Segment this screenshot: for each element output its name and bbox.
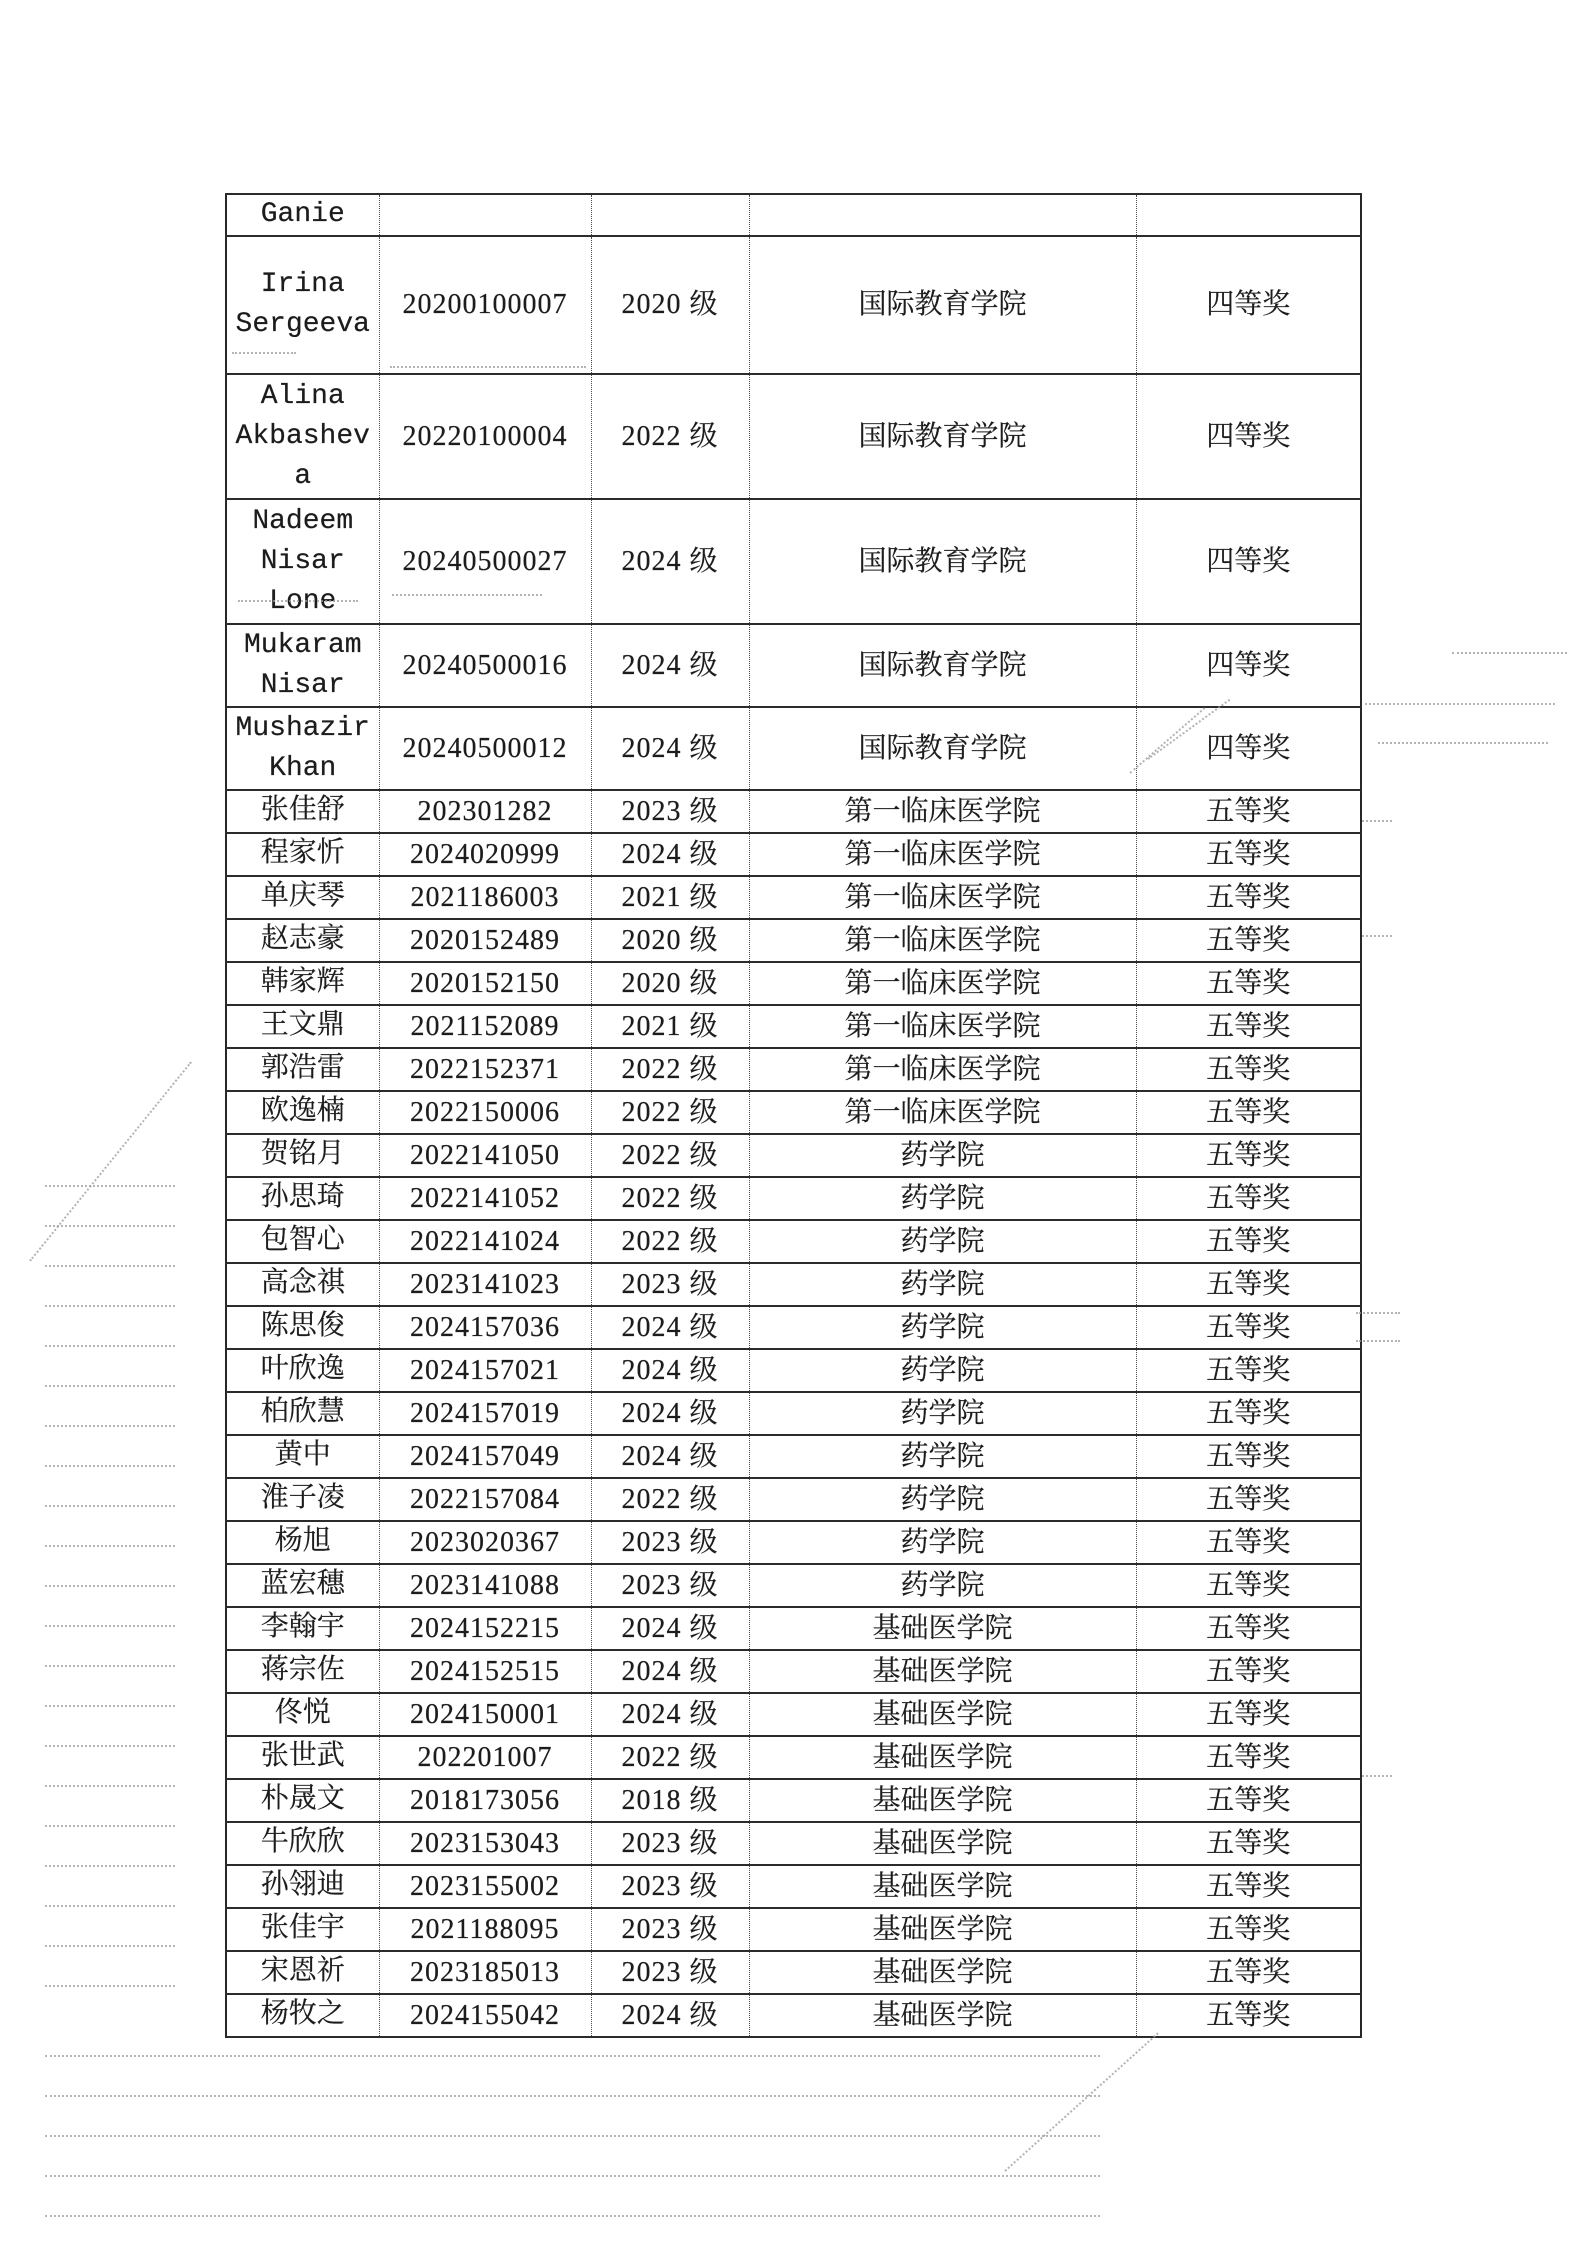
table-cell-award: 五等奖: [1136, 919, 1361, 962]
table-cell-award: 五等奖: [1136, 1220, 1361, 1263]
table-cell-college: 药学院: [749, 1134, 1136, 1177]
table-cell-grade: 2022 级: [591, 1220, 749, 1263]
table-row: [226, 1693, 1361, 1736]
scan-artifact: [45, 1985, 175, 1987]
table-cell-grade: 2023 级: [591, 790, 749, 833]
table-cell-grade: 2021 级: [591, 1005, 749, 1048]
table-cell-name: 牛欣欣: [226, 1822, 379, 1865]
table-row: [226, 1005, 1361, 1048]
table-cell-college: 药学院: [749, 1564, 1136, 1607]
award-table-body: [226, 194, 1361, 2037]
table-cell-grade: 2024 级: [591, 1349, 749, 1392]
table-row: [226, 833, 1361, 876]
scan-artifact: [1378, 742, 1548, 744]
table-cell-name: 李翰宇: [226, 1607, 379, 1650]
scan-artifact: [1452, 652, 1567, 654]
table-cell-student-id: 2024157021: [379, 1349, 591, 1392]
table-cell-college: 基础医学院: [749, 1908, 1136, 1951]
scan-artifact: [1356, 1312, 1400, 1314]
table-cell-grade: 2024 级: [591, 1650, 749, 1693]
table-cell-grade: 2022 级: [591, 1048, 749, 1091]
table-cell-grade: [591, 194, 749, 236]
table-cell-name: 韩家辉: [226, 962, 379, 1005]
table-cell-name: 孙翎迪: [226, 1865, 379, 1908]
table-cell-grade: 2023 级: [591, 1908, 749, 1951]
table-cell-award: 五等奖: [1136, 1048, 1361, 1091]
table-cell-name: 杨旭: [226, 1521, 379, 1564]
table-cell-award: 五等奖: [1136, 1349, 1361, 1392]
table-cell-college: 基础医学院: [749, 1693, 1136, 1736]
table-cell-award: 四等奖: [1136, 707, 1361, 790]
table-cell-student-id: 2023153043: [379, 1822, 591, 1865]
table-cell-college: 第一临床医学院: [749, 833, 1136, 876]
table-cell-college: 药学院: [749, 1220, 1136, 1263]
table-cell-award: 五等奖: [1136, 1091, 1361, 1134]
table-cell-college: 基础医学院: [749, 1951, 1136, 1994]
scan-artifact: [45, 1425, 175, 1427]
table-row: [226, 1048, 1361, 1091]
table-cell-college: 基础医学院: [749, 1650, 1136, 1693]
table-cell-college: 国际教育学院: [749, 624, 1136, 707]
table-cell-college: 第一临床医学院: [749, 962, 1136, 1005]
table-cell-student-id: 2018173056: [379, 1779, 591, 1822]
table-cell-grade: 2023 级: [591, 1865, 749, 1908]
table-cell-name: 柏欣慧: [226, 1392, 379, 1435]
table-cell-student-id: 2020152489: [379, 919, 591, 962]
table-row: [226, 1607, 1361, 1650]
table-cell-student-id: 2022150006: [379, 1091, 591, 1134]
table-cell-grade: 2024 级: [591, 624, 749, 707]
table-cell-award: 五等奖: [1136, 1177, 1361, 1220]
table-row: [226, 1779, 1361, 1822]
table-row: [226, 1736, 1361, 1779]
table-cell-student-id: 20200100007: [379, 236, 591, 374]
scan-artifact: [45, 1745, 175, 1747]
table-cell-award: 五等奖: [1136, 1951, 1361, 1994]
scan-artifact: [45, 1825, 175, 1827]
table-cell-college: 第一临床医学院: [749, 876, 1136, 919]
scan-artifact: [238, 600, 358, 602]
table-cell-award: 五等奖: [1136, 790, 1361, 833]
scan-artifact: [1362, 820, 1392, 822]
table-cell-grade: 2024 级: [591, 833, 749, 876]
table-cell-college: 基础医学院: [749, 1736, 1136, 1779]
table-cell-grade: 2022 级: [591, 1134, 749, 1177]
table-cell-name: 单庆琴: [226, 876, 379, 919]
table-cell-name: 贺铭月: [226, 1134, 379, 1177]
table-cell-name: 王文鼎: [226, 1005, 379, 1048]
scan-artifact: [45, 1545, 175, 1547]
table-row: [226, 499, 1361, 624]
table-row: [226, 1220, 1361, 1263]
table-cell-student-id: 2022141050: [379, 1134, 591, 1177]
table-cell-grade: 2023 级: [591, 1521, 749, 1564]
table-cell-grade: 2023 级: [591, 1822, 749, 1865]
table-cell-student-id: 2020152150: [379, 962, 591, 1005]
table-cell-student-id: 2024157019: [379, 1392, 591, 1435]
award-table: [225, 193, 1362, 2038]
scan-artifact: [392, 594, 542, 596]
table-row: [226, 1349, 1361, 1392]
table-cell-college: 药学院: [749, 1478, 1136, 1521]
scan-artifact: [45, 2095, 1100, 2097]
table-cell-award: 五等奖: [1136, 1693, 1361, 1736]
table-cell-grade: 2020 级: [591, 919, 749, 962]
scan-artifact: [45, 1465, 175, 1467]
table-row: [226, 236, 1361, 374]
table-cell-college: 第一临床医学院: [749, 1091, 1136, 1134]
table-cell-name: 张佳舒: [226, 790, 379, 833]
scan-artifact: [45, 1185, 175, 1187]
table-row: [226, 790, 1361, 833]
table-cell-name: 叶欣逸: [226, 1349, 379, 1392]
scan-artifact: [45, 1945, 175, 1947]
table-cell-college: 国际教育学院: [749, 236, 1136, 374]
table-cell-grade: 2024 级: [591, 1693, 749, 1736]
table-cell-college: 基础医学院: [749, 1607, 1136, 1650]
table-cell-college: 药学院: [749, 1521, 1136, 1564]
table-cell-grade: 2024 级: [591, 1435, 749, 1478]
scan-artifact: [45, 1345, 175, 1347]
table-row: [226, 194, 1361, 236]
table-row: [226, 1951, 1361, 1994]
table-cell-student-id: 2024155042: [379, 1994, 591, 2037]
table-row: [226, 876, 1361, 919]
table-cell-student-id: 2023141023: [379, 1263, 591, 1306]
table-row: [226, 1091, 1361, 1134]
table-row: [226, 1435, 1361, 1478]
table-cell-award: 四等奖: [1136, 499, 1361, 624]
table-cell-name: 佟悦: [226, 1693, 379, 1736]
table-row: [226, 1306, 1361, 1349]
table-cell-name: 黄中: [226, 1435, 379, 1478]
scan-artifact: [45, 1785, 175, 1787]
scan-artifact: [232, 352, 296, 354]
table-cell-grade: 2022 级: [591, 1478, 749, 1521]
table-row: [226, 1177, 1361, 1220]
table-cell-student-id: 2024157049: [379, 1435, 591, 1478]
table-cell-award: 五等奖: [1136, 1521, 1361, 1564]
table-cell-name: 蓝宏穗: [226, 1564, 379, 1607]
table-cell-grade: 2021 级: [591, 876, 749, 919]
table-cell-award: 五等奖: [1136, 876, 1361, 919]
table-cell-college: 基础医学院: [749, 1822, 1136, 1865]
table-row: [226, 962, 1361, 1005]
scan-artifact: [45, 1505, 175, 1507]
table-row: [226, 1908, 1361, 1951]
table-cell-college: 基础医学院: [749, 1779, 1136, 1822]
table-cell-name: 张世武: [226, 1736, 379, 1779]
scan-artifact: [1365, 703, 1555, 705]
table-cell-college: 药学院: [749, 1177, 1136, 1220]
scan-artifact: [45, 1625, 175, 1627]
table-cell-grade: 2022 级: [591, 1736, 749, 1779]
table-cell-student-id: 2021188095: [379, 1908, 591, 1951]
scan-artifact: [45, 2135, 1100, 2137]
table-row: [226, 1392, 1361, 1435]
table-cell-award: 五等奖: [1136, 1392, 1361, 1435]
table-cell-award: 五等奖: [1136, 1478, 1361, 1521]
table-cell-grade: 2020 级: [591, 236, 749, 374]
table-cell-name: 淮子凌: [226, 1478, 379, 1521]
table-cell-student-id: 20240500012: [379, 707, 591, 790]
table-cell-student-id: 2024152515: [379, 1650, 591, 1693]
table-cell-name: 朴晟文: [226, 1779, 379, 1822]
table-cell-grade: 2020 级: [591, 962, 749, 1005]
table-cell-grade: 2018 级: [591, 1779, 749, 1822]
table-cell-college: 第一临床医学院: [749, 790, 1136, 833]
table-cell-college: 药学院: [749, 1263, 1136, 1306]
table-row: [226, 1994, 1361, 2037]
table-cell-name: Mukaram Nisar: [226, 624, 379, 707]
table-cell-college: 第一临床医学院: [749, 1048, 1136, 1091]
table-cell-name: 杨牧之: [226, 1994, 379, 2037]
table-cell-student-id: 2022157084: [379, 1478, 591, 1521]
scan-artifact: [45, 1265, 175, 1267]
table-cell-student-id: [379, 194, 591, 236]
table-cell-student-id: 202201007: [379, 1736, 591, 1779]
table-cell-name: 程家忻: [226, 833, 379, 876]
scan-artifact: [1356, 1340, 1400, 1342]
scan-artifact: [1362, 935, 1392, 937]
scan-artifact: [45, 1705, 175, 1707]
table-cell-grade: 2024 级: [591, 499, 749, 624]
table-cell-award: 五等奖: [1136, 1607, 1361, 1650]
scan-artifact: [45, 1865, 175, 1867]
table-cell-college: 第一临床医学院: [749, 919, 1136, 962]
table-cell-student-id: 202301282: [379, 790, 591, 833]
table-cell-grade: 2023 级: [591, 1564, 749, 1607]
table-cell-student-id: 2021186003: [379, 876, 591, 919]
scan-artifact: [45, 1905, 175, 1907]
table-cell-award: 五等奖: [1136, 1779, 1361, 1822]
scan-artifact: [45, 2215, 1100, 2217]
table-row: [226, 1564, 1361, 1607]
table-cell-grade: 2024 级: [591, 1607, 749, 1650]
table-cell-award: 五等奖: [1136, 1134, 1361, 1177]
table-cell-name: Irina Sergeeva: [226, 236, 379, 374]
table-cell-award: 五等奖: [1136, 1005, 1361, 1048]
table-cell-student-id: 2021152089: [379, 1005, 591, 1048]
table-cell-college: 国际教育学院: [749, 707, 1136, 790]
table-cell-student-id: 2023141088: [379, 1564, 591, 1607]
table-cell-college: 药学院: [749, 1392, 1136, 1435]
table-cell-grade: 2024 级: [591, 707, 749, 790]
table-cell-college: 药学院: [749, 1435, 1136, 1478]
scan-artifact: [45, 1225, 175, 1227]
table-row: [226, 919, 1361, 962]
table-cell-award: 五等奖: [1136, 1908, 1361, 1951]
table-cell-student-id: 20240500027: [379, 499, 591, 624]
table-cell-college: 药学院: [749, 1306, 1136, 1349]
table-cell-student-id: 2024157036: [379, 1306, 591, 1349]
table-cell-name: 陈思俊: [226, 1306, 379, 1349]
table-cell-name: 高念祺: [226, 1263, 379, 1306]
table-cell-award: 五等奖: [1136, 1865, 1361, 1908]
table-cell-college: 国际教育学院: [749, 374, 1136, 499]
scan-artifact: [45, 1305, 175, 1307]
table-row: [226, 624, 1361, 707]
table-cell-student-id: 2024150001: [379, 1693, 591, 1736]
table-cell-student-id: 2024020999: [379, 833, 591, 876]
table-row: [226, 1865, 1361, 1908]
scan-artifact: [45, 2055, 1100, 2057]
table-cell-student-id: 2023020367: [379, 1521, 591, 1564]
scan-artifact: [1362, 1775, 1392, 1777]
table-cell-grade: 2023 级: [591, 1263, 749, 1306]
table-row: [226, 1478, 1361, 1521]
table-cell-student-id: 2024152215: [379, 1607, 591, 1650]
table-cell-award: 五等奖: [1136, 1306, 1361, 1349]
table-cell-student-id: 2022141052: [379, 1177, 591, 1220]
table-cell-student-id: 20220100004: [379, 374, 591, 499]
scan-artifact: [45, 1385, 175, 1387]
table-cell-award: 四等奖: [1136, 236, 1361, 374]
scan-artifact: [390, 366, 586, 368]
table-cell-grade: 2024 级: [591, 1392, 749, 1435]
table-cell-college: 基础医学院: [749, 1994, 1136, 2037]
table-cell-name: Nadeem Nisar Lone: [226, 499, 379, 624]
table-cell-grade: 2022 级: [591, 1177, 749, 1220]
table-cell-college: [749, 194, 1136, 236]
table-row: [226, 374, 1361, 499]
table-row: [226, 1521, 1361, 1564]
table-cell-college: 第一临床医学院: [749, 1005, 1136, 1048]
table-cell-award: 五等奖: [1136, 1650, 1361, 1693]
table-cell-award: 五等奖: [1136, 1435, 1361, 1478]
table-cell-award: 五等奖: [1136, 1564, 1361, 1607]
table-cell-name: 宋恩祈: [226, 1951, 379, 1994]
scan-artifact: [1004, 2032, 1158, 2171]
table-cell-award: 四等奖: [1136, 624, 1361, 707]
table-cell-name: 蒋宗佐: [226, 1650, 379, 1693]
table-cell-name: 张佳宇: [226, 1908, 379, 1951]
table-cell-grade: 2022 级: [591, 1091, 749, 1134]
table-cell-award: 五等奖: [1136, 1263, 1361, 1306]
table-cell-grade: 2023 级: [591, 1951, 749, 1994]
table-row: [226, 1650, 1361, 1693]
scan-artifact: [45, 1665, 175, 1667]
table-cell-name: Ganie: [226, 194, 379, 236]
table-cell-award: 五等奖: [1136, 962, 1361, 1005]
table-cell-student-id: 2023155002: [379, 1865, 591, 1908]
scan-artifact: [29, 1061, 192, 1261]
scan-artifact: [45, 2175, 1100, 2177]
scan-artifact: [45, 1585, 175, 1587]
table-cell-grade: 2022 级: [591, 374, 749, 499]
table-cell-award: 五等奖: [1136, 833, 1361, 876]
table-cell-student-id: 20240500016: [379, 624, 591, 707]
table-cell-award: 五等奖: [1136, 1822, 1361, 1865]
table-row: [226, 1134, 1361, 1177]
table-cell-award: 四等奖: [1136, 374, 1361, 499]
table-cell-student-id: 2022141024: [379, 1220, 591, 1263]
table-cell-name: 包智心: [226, 1220, 379, 1263]
table-cell-award: [1136, 194, 1361, 236]
table-cell-name: 赵志豪: [226, 919, 379, 962]
table-cell-name: 欧逸楠: [226, 1091, 379, 1134]
table-cell-student-id: 2023185013: [379, 1951, 591, 1994]
table-cell-name: Alina Akbasheva: [226, 374, 379, 499]
table-cell-college: 药学院: [749, 1349, 1136, 1392]
table-cell-college: 基础医学院: [749, 1865, 1136, 1908]
table-cell-award: 五等奖: [1136, 1994, 1361, 2037]
table-cell-student-id: 2022152371: [379, 1048, 591, 1091]
table-cell-college: 国际教育学院: [749, 499, 1136, 624]
table-cell-award: 五等奖: [1136, 1736, 1361, 1779]
table-row: [226, 1822, 1361, 1865]
table-cell-name: 孙思琦: [226, 1177, 379, 1220]
table-cell-name: 郭浩雷: [226, 1048, 379, 1091]
table-cell-grade: 2024 级: [591, 1306, 749, 1349]
table-row: [226, 1263, 1361, 1306]
table-cell-grade: 2024 级: [591, 1994, 749, 2037]
table-cell-name: Mushazir Khan: [226, 707, 379, 790]
